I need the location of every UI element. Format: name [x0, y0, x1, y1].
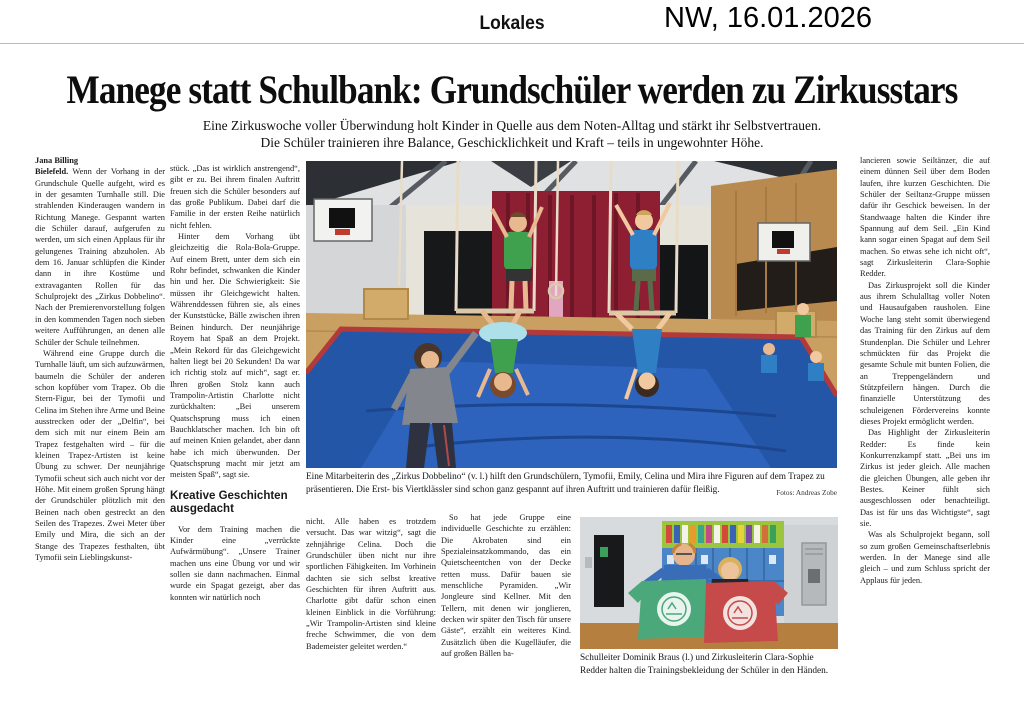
body-column-5: [860, 155, 990, 700]
secondary-photo-illustration: [580, 517, 838, 649]
paragraph: Das Highlight der Zirkusleiterin Redder: Es finde kein Konkurrenzkampf statt. „Bei uns im Zirkus ist jeder gleich. Alle machen die gleichen Übungen, alle geben ihr Bestes. Keiner fühlt sich ausgeschlossen oder benachteiligt. Das ist für uns das Wichtigste“, sagt sie.: [860, 428, 990, 528]
paragraph: Während eine Gruppe durch die Turnhalle läuft, um sich aufzuwärmen, baumeln die Schüler der anderen schon kopfüber vom Trapez. Ob die Stern-Figur, bei der Tymofii und Celina im Stehen ihre Arme und Beine ausstrecken oder der „Delfin“, bei dem sich mit nur einem Bein am Trapez festgehalten wird – für die kleinen Trapez-Artisten ist keine Übung zu schwer. Der neunjährige Tymofii scheut sich auch nicht vor der Höhe. Mit einem großen Sprung hängt der Grundschüler plötzlich mit den Beinen nach oben gestreckt an den Seilen des Trapezes. Zwei Meter über Emily und Mira, die sich an der Stange des Trapezes festhalten, übt Tymofii sein Lieblingskunst-: [35, 348, 165, 563]
article-headline: Manege statt Schulbank: Grundschüler werden zu Zirkusstars: [66, 67, 958, 112]
secondary-photo: [580, 517, 838, 649]
wall-dispenser: [784, 525, 838, 623]
body-column-2: [170, 163, 300, 700]
body-column-3: [306, 516, 436, 700]
paragraph-text: Wenn der Vorhang in der Grundschule Quelle aufgeht, wird es in der gesamten Turnhalle still. Die strahlenden Kinderaugen wandern in Richtung Manege. Gespannt warten die Schüler darauf, aufgerufen zu werden, um sich einen Applaus für ihr gelungenes Training abzuholen. Ab dem 16. Januar schlüpfen die Kinder dann in ihre Kostüme und extravaganten Rollen für das Schulprojekt des „Zirkus Dobbelino“. Nach der Premierenvorstellung folgen in den kommenden Tagen noch sieben weitere Aufführungen, an denen alle Schüler der Schule teilnehmen.: [35, 167, 165, 347]
subhead-line-2: Die Schüler trainieren ihre Balance, Geschicklichkeit und Kraft – teils in ungewohnter Höhe.: [260, 135, 764, 150]
byline: Jana Billing: [35, 156, 79, 165]
main-photo-caption: [306, 471, 837, 499]
green-training-shirt: [628, 579, 710, 639]
paragraph: Das Zirkusprojekt soll die Kinder aus ihrem Schulalltag voller Noten und Hausaufgaben rausholen. Eine Woche lang steht somit überwiegend das Training für den Zirkus auf dem Stundenplan. Die Schüler und Lehrer schmückten für das Projekt die gesamte Schule mit bunten Folien, die an Treppengeländern und Stützpfeilern hängen. Durch die finanzielle Unterstützung des schuleigenen Fördervereins konnte dieses Projekt ermöglicht werden.: [860, 280, 990, 426]
paragraph: lancieren sowie Seiltänzer, die auf einem dünnen Seil über dem Boden laufen, ihre kurzen Geschichten. Die Schüler der Seiltanz-Gruppe müssen dafür ihr Geschick beweisen. In der Standwaage halten die Kinder ihre Spannung auf dem Seil. „Ein Kind kann sogar einen Spagat auf dem Seil machen. So etwas sehe ich nicht oft“, sagt Zirkusleiterin Clara-Sophie Redder.: [860, 156, 990, 279]
paragraph: Vor dem Training machen die Kinder eine „verrückte Aufwärmübung“. „Unsere Trainer machen uns eine Übung vor und wir sollen sie dann nachmachen. Einmal wurde ein Spagat gezeigt, aber das konnten wir natürlich noch: [170, 524, 300, 602]
basketball-hoop-left-icon: [314, 199, 372, 241]
photo-credit: Fotos: Andreas Zobe: [776, 488, 837, 497]
paragraph: stück. „Das ist wirklich anstrengend“, gibt er zu. Bei ihrem finalen Auftritt freuen sich die Schüler besonders auf das große Publikum. Dabei darf die Familie in der ersten Reihe natürlich nicht fehlen.: [170, 164, 300, 230]
dark-doorway: [594, 535, 624, 607]
red-training-shirt: [704, 581, 788, 643]
paragraph: So hat jede Gruppe eine individuelle Geschichte zu erzählen: Die Akrobaten sind ein Spezialeinsatzkommando, das ein Quietscheentchen von der Decke retten muss. Dafür bauen sie menschliche Pyramiden. „Wir Jongleure sind Kellner. Mit den Tellern, mit denen wir jonglieren, decken wir später den Tisch für unsere Gäste“, erzählt ein weiteres Kind. Zusätzlich üben die Kugelläufer, die auf großen Bällen ba-: [441, 513, 571, 659]
basketball-hoop-right-icon: [758, 223, 810, 261]
paragraph: nicht. Alle haben es trotzdem versucht. Das war witzig“, sagt die zehnjährige Celina. Doch die Grundschüler üben nicht nur ihre sportlichen Fähigkeiten. Im Vorhinein dachten sie sich selbst kreative Geschichten für ihren Auftritt aus. Charlotte gibt dafür schon einen kleinen Einblick in die Vorführung: „Wir Trampolin-Artisten sind kleine freche Schwimmer, die von dem Bademeister geleitet werden.“: [306, 517, 436, 651]
paragraph: [35, 166, 165, 348]
crosshead: Kreative Geschichten ausgedacht: [170, 489, 288, 515]
main-photo-illustration: [306, 161, 837, 468]
paragraph: Was als Schulprojekt begann, soll so zum großen Gemeinschaftserlebnis werden. In der Manege sind alle gleich – und zum Schluss spricht der Applaus für jeden.: [860, 530, 990, 585]
caption-text: Eine Mitarbeiterin des „Zirkus Dobbelino“ (v. l.) hilft den Grundschülern, Tymofii, Emily, Celina und Mira ihre Figuren auf dem Trapez zu präsentieren. Die Erst- bis Viertklässler sind schon ganz gespannt auf ihren Auftritt und trainieren dafür fleißig.: [306, 472, 825, 495]
paragraph: Hinter dem Vorhang übt gleichzeitig die Rola-Bola-Gruppe. Auf einem Brett, unter dem sich ein Rohr befindet, schwanken die Kinder hin und her. Die Schwierigkeit: Sie müssen ihr Gleichgewicht halten. Währenddessen führen sie, als eines der Kunststücke, Bälle zwischen ihren Beinen hindurch. Der neunjährige Royem hat Spaß an dem Projekt. „Mein Rekord für das Gleichgewicht halten liegt bei 20 Sekunden! Da war ich richtig stolz auf mich“, sagt er. Ihren großen Stolz kann auch Trampolin-Artistin Charlotte nicht zurückhalten: „Bei unserem Quatschsprung muss ich einen Bauchklatscher machen. Ich bin oft auf meinen Knien gelandet, aber dann habe ich mich überwunden. Der Quatschsprung macht mir jetzt am meisten Spaß“, sagt sie.: [170, 232, 300, 480]
body-column-4: [441, 512, 571, 700]
blue-mats: [306, 329, 837, 468]
main-photo: [306, 161, 837, 468]
dateline: Bielefeld.: [35, 167, 69, 177]
secondary-photo-caption: Schulleiter Dominik Braus (l.) und Zirkusleiterin Clara-Sophie Redder halten die Trainingsbekleidung der Schüler in den Händen.: [580, 653, 829, 676]
date-stamp: NW, 16.01.2026: [664, 2, 872, 34]
article-subhead: [0, 117, 1024, 151]
section-label: Lokales: [479, 13, 545, 34]
light-switch: [585, 557, 592, 568]
subhead-line-1: Eine Zirkuswoche voller Überwindung holt Kinder in Quelle aus dem Noten-Alltag und stärkt ihr Selbstvertrauen.: [202, 118, 822, 133]
header-rule: [0, 43, 1024, 44]
body-column-1: [35, 155, 165, 700]
